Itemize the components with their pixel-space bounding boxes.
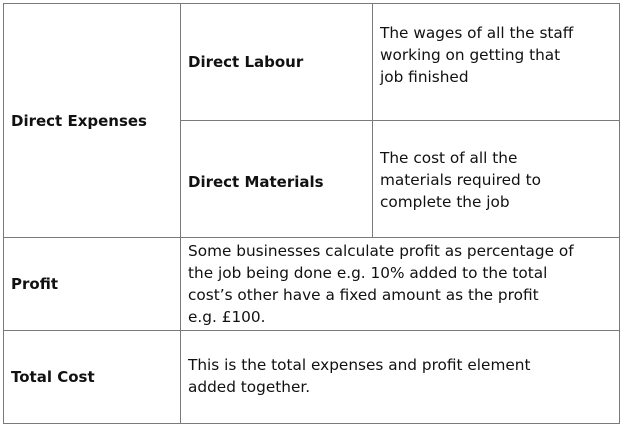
total-cost-text: Total Cost <box>11 368 95 386</box>
direct-labour-description <box>373 4 619 120</box>
description-line: Some businesses calculate profit as percentage of <box>188 242 574 260</box>
total-cost-label <box>4 331 180 423</box>
description-line: e.g. £100. <box>188 308 266 326</box>
direct-labour-text: Direct Labour <box>188 53 304 71</box>
profit-label <box>4 238 180 330</box>
description-line: cost’s other have a fixed amount as the profit <box>188 286 539 304</box>
direct-expenses-label <box>4 4 180 237</box>
description-line: working on getting that <box>380 46 561 64</box>
description-line: The wages of all the staff <box>380 24 574 42</box>
direct-materials-description <box>373 121 619 237</box>
description-line: The cost of all the <box>380 149 518 167</box>
profit-text: Profit <box>11 275 58 293</box>
direct-materials-text: Direct Materials <box>188 173 324 191</box>
description-line: job finished <box>380 68 469 86</box>
description-line: This is the total expenses and profit element <box>188 356 531 374</box>
total-cost-description <box>181 331 619 423</box>
table-border-right <box>619 3 620 424</box>
description-line: materials required to <box>380 171 541 189</box>
direct-labour-label <box>181 4 372 120</box>
description-line: added together. <box>188 378 311 396</box>
direct-materials-label <box>181 121 372 237</box>
table-border-bottom <box>3 423 620 424</box>
profit-description <box>181 238 619 330</box>
description-line: the job being done e.g. 10% added to the total <box>188 264 548 282</box>
direct-expenses-text: Direct Expenses <box>11 111 147 130</box>
description-line: complete the job <box>380 193 510 211</box>
